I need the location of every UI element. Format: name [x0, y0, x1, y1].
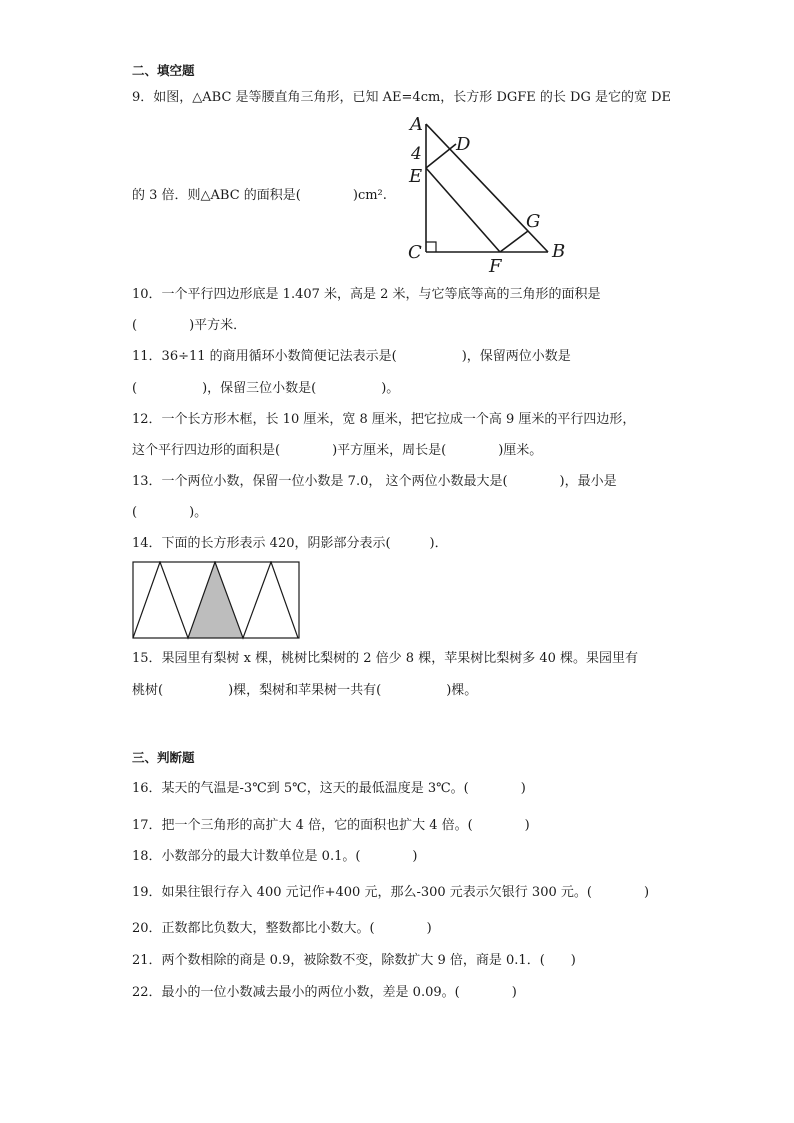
question-20: 20．正数都比负数大，整数都比小数大。( )	[132, 921, 432, 936]
question-21: 21．两个数相除的商是 0.9，被除数不变，除数扩大 9 倍，商是 0.1．( )	[132, 953, 576, 968]
question-15-line-1: 15．果园里有梨树 x 棵，桃树比梨树的 2 倍少 8 棵，苹果树比梨树多 40 棵。果园里有	[132, 651, 639, 666]
question-15-line-2: 桃树( )棵，梨树和苹果树一共有( )棵。	[132, 683, 478, 698]
triangle-figure	[398, 112, 578, 277]
question-9-line-2: 的 3 倍．则△ABC 的面积是( )cm².	[132, 188, 387, 203]
label-g: G	[526, 211, 541, 232]
question-16: 16．某天的气温是-3℃到 5℃，这天的最低温度是 3℃。( )	[132, 781, 526, 796]
question-11-line-2: ( )，保留三位小数是( )。	[132, 381, 400, 396]
question-12-line-2: 这个平行四边形的面积是( )平方厘米，周长是( )厘米。	[132, 443, 543, 458]
question-10-line-2: ( )平方米．	[132, 318, 247, 333]
question-19: 19．如果往银行存入 400 元记作+400 元，那么-300 元表示欠银行 300 元。( )	[132, 885, 650, 900]
label-c: C	[408, 242, 422, 263]
side-ed	[426, 144, 456, 168]
question-17: 17．把一个三角形的高扩大 4 倍，它的面积也扩大 4 倍。( )	[132, 818, 530, 833]
question-11-line-1: 11．36÷11 的商用循环小数简便记法表示是( )，保留两位小数是	[132, 349, 571, 364]
section-heading-fill-in: 二、填空题	[132, 63, 195, 78]
label-segment-4: 4	[411, 144, 422, 164]
question-10-line-1: 10．一个平行四边形底是 1.407 米，高是 2 米，与它等底等高的三角形的面积是	[132, 287, 601, 302]
section-heading-true-false: 三、判断题	[132, 750, 195, 765]
question-9-line-1: 9．如图，△ABC 是等腰直角三角形，已知 AE=4cm，长方形 DGFE 的长 DG 是它的宽 DE	[132, 90, 672, 105]
label-d: D	[456, 134, 471, 155]
question-18: 18．小数部分的最大计数单位是 0.1。( )	[132, 849, 418, 864]
right-angle-mark	[426, 242, 436, 252]
question-22: 22．最小的一位小数减去最小的两位小数，差是 0.09。( )	[132, 985, 517, 1000]
question-14-line-1: 14．下面的长方形表示 420，阴影部分表示( )．	[132, 536, 448, 551]
side-fg	[500, 231, 528, 252]
label-a: A	[410, 114, 423, 135]
label-b: B	[552, 241, 566, 262]
side-ef	[426, 168, 500, 252]
question-13-line-2: ( )。	[132, 505, 208, 520]
label-e: E	[409, 166, 423, 187]
question-12-line-1: 12．一个长方形木框，长 10 厘米，宽 8 厘米，把它拉成一个高 9 厘米的平行四边形，	[132, 412, 636, 427]
shaded-triangle	[188, 562, 243, 638]
label-f: F	[489, 256, 502, 277]
question-13-line-1: 13．一个两位小数，保留一位小数是 7.0， 这个两位小数最大是( )，最小是	[132, 474, 617, 489]
rectangle-triangles-figure	[132, 561, 300, 641]
